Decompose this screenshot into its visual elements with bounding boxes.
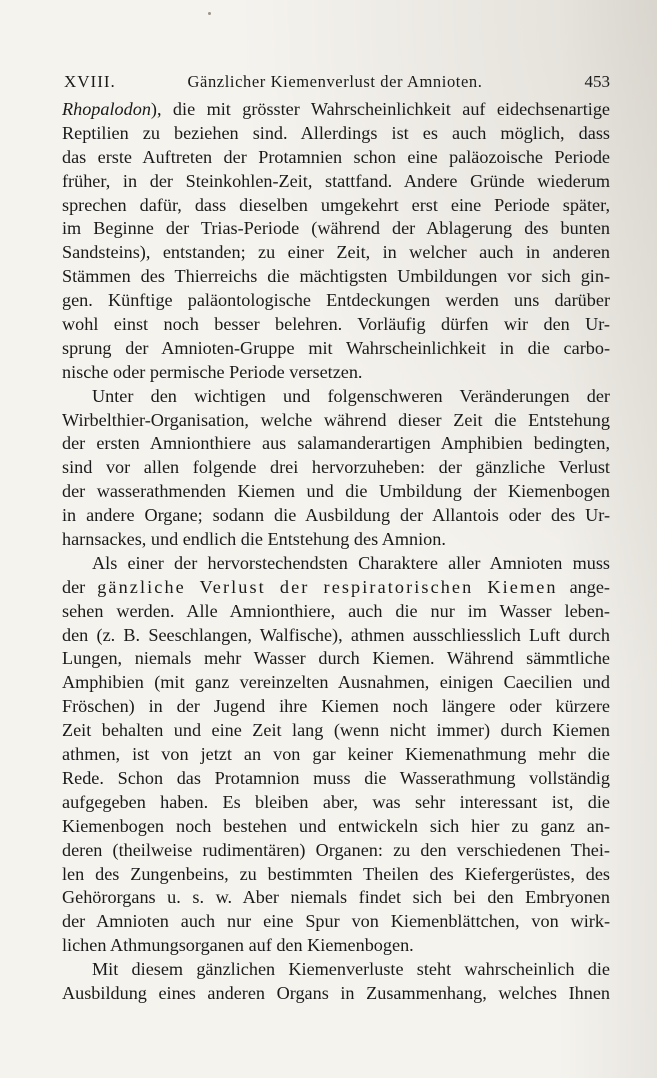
text-line: gen. Künftige paläontologische Entdeckungen werden uns darüber (62, 290, 610, 311)
text-line: Rede. Schon das Protamnion muss die Wasserathmung vollständig (62, 767, 610, 788)
text-line: der gänzliche Verlust der respiratorischen Kiemen ange- (62, 576, 610, 597)
text-line: Gehörorgans u. s. w. Aber niemals findet sich bei den Embryonen (62, 887, 610, 908)
text-line: harnsackes, und endlich die Entstehung des Amnion. (62, 529, 446, 550)
text-line: Wirbelthier-Organisation, welche während dieser Zeit die Entstehung (62, 409, 610, 430)
text-line: aufgegeben haben. Es bleiben aber, was sehr interessant ist, die (62, 791, 610, 812)
body-text (62, 98, 610, 1006)
chapter-number: XVIII. (64, 72, 116, 91)
italic-taxon: Rhopalodon (62, 99, 151, 119)
text-line: früher, in der Steinkohlen-Zeit, stattfand. Andere Gründe wiederum (62, 170, 610, 191)
page-speck (208, 12, 211, 15)
text-line: sprung der Amnioten-Gruppe mit Wahrscheinlichkeit in die carbo- (62, 337, 610, 358)
text-line: im Beginne der Trias-Periode (während der Ablagerung des bunten (62, 218, 610, 239)
text-line: sprechen dafür, dass dieselben umgekehrt erst eine Periode später, (62, 194, 610, 215)
text-line: athmen, ist von jetzt an von gar keiner Kiemenathmung mehr die (62, 744, 610, 765)
text-line: Lungen, niemals mehr Wasser durch Kiemen. Während sämmtliche (62, 648, 610, 669)
text-line: das erste Auftreten der Protamnien schon eine paläozoische Periode (62, 146, 610, 167)
text-line: Ausbildung eines anderen Organs in Zusammenhang, welches Ihnen (62, 982, 610, 1003)
text-line: Als einer der hervorstechendsten Charaktere aller Amnioten muss (92, 552, 610, 573)
text-line: Mit diesem gänzlichen Kiemenverluste steht wahrscheinlich die (92, 959, 610, 980)
emphasized-phrase: gänzliche Verlust der respiratorischen Kiemen (97, 576, 558, 597)
text-line: Kiemenbogen noch bestehen und entwickeln sich hier zu ganz an- (62, 815, 610, 836)
text-line: sehen werden. Alle Amnionthiere, auch die nur im Wasser leben- (62, 600, 610, 621)
text-line: in andere Organe; sodann die Ausbildung der Allantois oder des Ur- (62, 505, 610, 526)
text-line: Rhopalodon), die mit grösster Wahrscheinlichkeit auf eidechsenartige (62, 99, 610, 119)
page-number: 453 (584, 72, 610, 91)
text-line: len des Zungenbeins, zu bestimmten Theilen des Kiefergerüstes, des (62, 863, 610, 884)
running-head (62, 72, 610, 96)
text-line: der ersten Amnionthiere aus salamanderartigen Amphibien bedingten, (62, 433, 610, 454)
text-line: der wasserathmenden Kiemen und die Umbildung der Kiemenbogen (62, 481, 610, 502)
text-line: Stämmen des Thierreichs die mächtigsten Umbildungen vor sich gin- (62, 266, 610, 287)
text-line: Unter den wichtigen und folgenschweren Veränderungen der (92, 385, 610, 406)
text-line: Sandsteins), entstanden; zu einer Zeit, in welcher auch in anderen (62, 242, 610, 263)
text-line: deren (theilweise rudimentären) Organen: zu den verschiedenen Thei- (62, 839, 610, 860)
text-line: Amphibien (mit ganz vereinzelten Ausnahmen, einigen Caecilien und (62, 672, 610, 693)
text-line: Zeit behalten und eine Zeit lang (wenn nicht immer) durch Kiemen (62, 720, 610, 741)
text-line: der Amnioten auch nur eine Spur von Kiemenblättchen, von wirk- (62, 911, 610, 932)
text-line: lichen Athmungsorganen auf den Kiemenbogen. (62, 935, 414, 956)
running-title: Gänzlicher Kiemenverlust der Amnioten. (187, 72, 483, 91)
text-line: den (z. B. Seeschlangen, Walfische), athmen ausschliesslich Luft durch (62, 624, 610, 645)
text-line: Fröschen) in der Jugend ihre Kiemen noch längere oder kürzere (62, 696, 610, 717)
text-line: sind vor allen folgende drei hervorzuheben: der gänzliche Verlust (62, 457, 610, 478)
text-line: wohl einst noch besser belehren. Vorläufig dürfen wir den Ur- (62, 314, 610, 335)
text-line: Reptilien zu beziehen sind. Allerdings ist es auch möglich, dass (62, 122, 610, 143)
text-line: nische oder permische Periode versetzen. (62, 361, 363, 382)
